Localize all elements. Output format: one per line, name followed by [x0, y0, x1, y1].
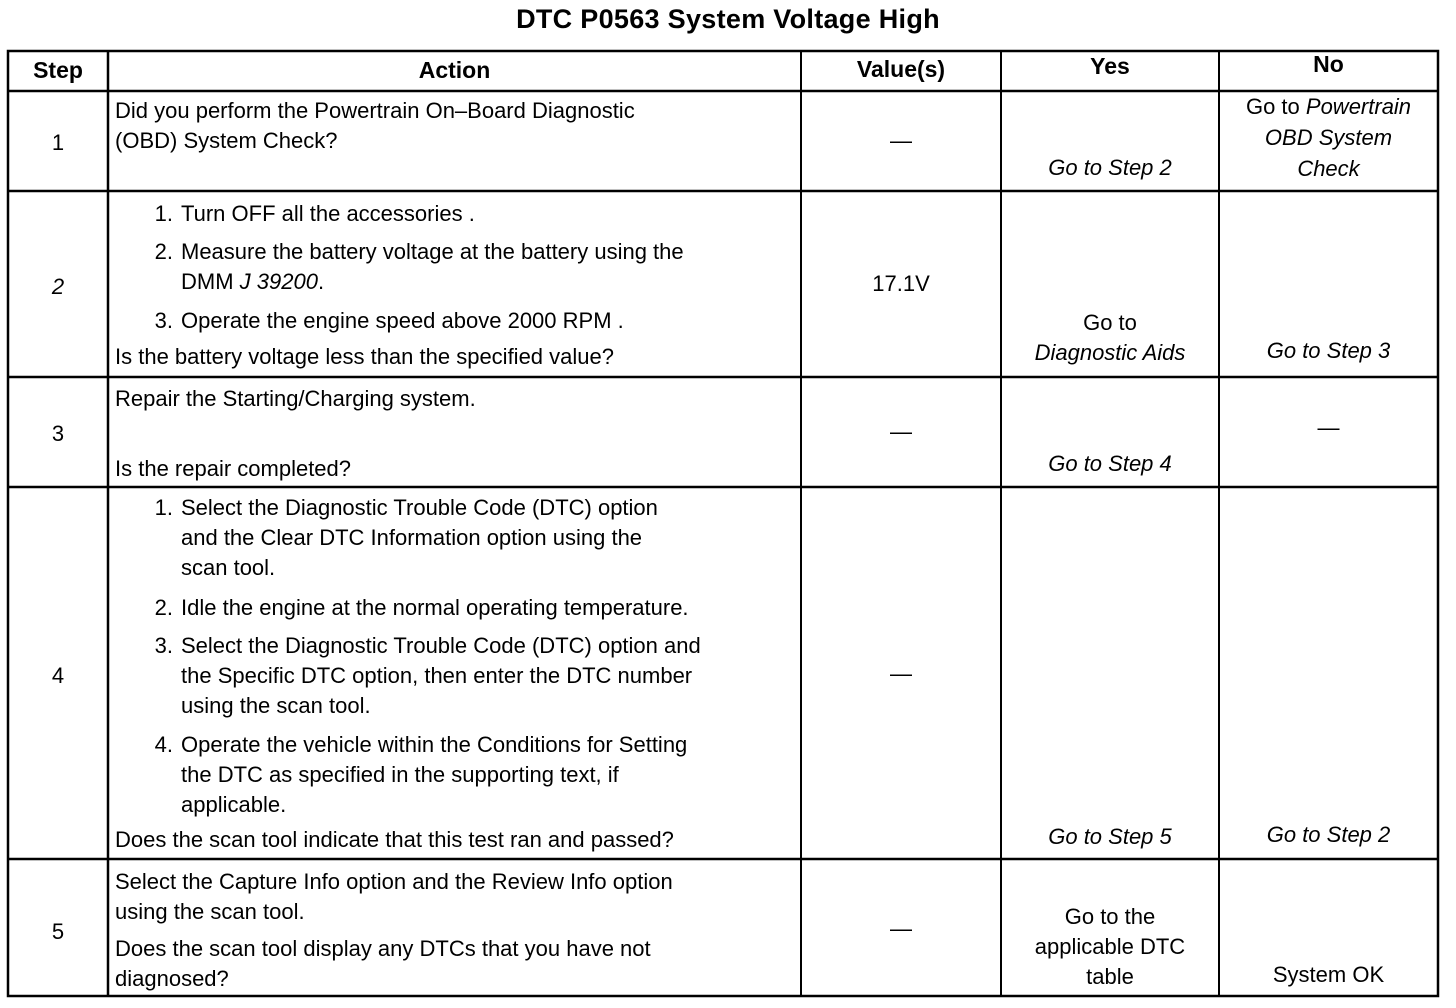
step-number: 3: [51, 421, 65, 446]
item-text: Idle the engine at the normal operating temperature.: [181, 595, 689, 620]
item-number: 4.: [154, 732, 173, 757]
header-step: Step: [33, 57, 83, 83]
item-number: 2.: [154, 239, 173, 264]
action-question: Does the scan tool indicate that this test ran and passed?: [115, 827, 674, 852]
item-number: 1.: [154, 201, 173, 226]
header-yes: Yes: [1090, 53, 1130, 79]
step-number: 1: [51, 130, 65, 155]
yes-link[interactable]: Go to Step 4: [1048, 451, 1172, 476]
item-line: Select the Diagnostic Trouble Code (DTC) option: [181, 495, 658, 520]
yes-line: Go to the: [1064, 904, 1156, 929]
value-cell: —: [890, 128, 912, 153]
yes-cell: [1001, 308, 1219, 368]
yes-line: applicable DTC: [1034, 934, 1186, 959]
yes-link[interactable]: Diagnostic Aids: [1034, 340, 1186, 365]
action-text: [108, 199, 801, 375]
item-line: applicable.: [181, 792, 287, 817]
item-text: [181, 237, 799, 297]
header-action: Action: [418, 57, 491, 83]
action-question: Is the repair completed?: [115, 456, 352, 481]
item-line: Select the Diagnostic Trouble Code (DTC) option and: [181, 633, 701, 658]
value-cell: —: [890, 419, 912, 444]
yes-link[interactable]: Go to Step 2: [1048, 155, 1172, 180]
item-number: 1.: [154, 495, 173, 520]
item-line: DMM: [181, 269, 240, 294]
item-text: [181, 631, 799, 721]
item-number: 3.: [154, 633, 173, 658]
item-text: [181, 730, 799, 820]
action-text: [108, 867, 801, 994]
no-cell: —: [1317, 415, 1340, 440]
no-link-part[interactable]: Powertrain: [1305, 94, 1412, 119]
no-link[interactable]: Go to Step 3: [1266, 338, 1391, 363]
item-text: [181, 493, 799, 583]
no-link[interactable]: Go to Step 2: [1266, 822, 1391, 847]
item-line: Measure the battery voltage at the battery using the: [181, 239, 684, 264]
yes-cell: [1001, 902, 1219, 992]
item-line: Operate the vehicle within the Conditions for Setting: [181, 732, 688, 757]
no-link-part[interactable]: OBD System: [1264, 125, 1393, 150]
value-cell: —: [890, 916, 912, 941]
action-line: Select the Capture Info option and the Review Info option: [115, 869, 673, 894]
action-line: (OBD) System Check?: [115, 128, 338, 153]
no-link-part[interactable]: Check: [1297, 156, 1360, 181]
page-title: DTC P0563 System Voltage High: [516, 4, 940, 34]
item-text: Turn OFF all the accessories .: [181, 201, 475, 226]
item-line: .: [317, 269, 325, 294]
item-number: 2.: [154, 595, 173, 620]
value-cell: 17.1V: [872, 271, 930, 296]
no-prefix: Go to: [1245, 94, 1300, 119]
action-text: [108, 493, 801, 857]
item-number: 3.: [154, 308, 173, 333]
step-number: 4: [51, 663, 65, 688]
yes-prefix: Go to: [1083, 310, 1137, 335]
yes-line: table: [1086, 964, 1134, 989]
action-line: using the scan tool.: [115, 899, 305, 924]
step-number: 2: [51, 274, 65, 299]
action-text: Repair the Starting/Charging system.: [115, 386, 476, 411]
tool-number: J 39200: [239, 269, 318, 294]
action-text: [108, 96, 801, 156]
no-line[interactable]: [1219, 91, 1438, 122]
no-cell: [1219, 91, 1438, 184]
item-line: the Specific DTC option, then enter the DTC number: [181, 663, 693, 688]
step-number: 5: [51, 919, 65, 944]
no-cell: System OK: [1272, 962, 1385, 987]
header-values: Value(s): [856, 56, 946, 82]
action-line: Did you perform the Powertrain On–Board Diagnostic: [115, 98, 635, 123]
item-text: Operate the engine speed above 2000 RPM .: [181, 308, 624, 333]
item-line: using the scan tool.: [181, 693, 371, 718]
action-question: diagnosed?: [115, 966, 229, 991]
item-line: scan tool.: [181, 555, 276, 580]
value-cell: —: [890, 661, 912, 686]
yes-link[interactable]: Go to Step 5: [1048, 824, 1172, 849]
item-line: and the Clear DTC Information option using the: [181, 525, 643, 550]
item-line: the DTC as specified in the supporting text, if: [181, 762, 619, 787]
action-question: Is the battery voltage less than the specified value?: [115, 344, 614, 369]
header-no: No: [1313, 51, 1344, 77]
action-question: Does the scan tool display any DTCs that you have not: [115, 936, 651, 961]
